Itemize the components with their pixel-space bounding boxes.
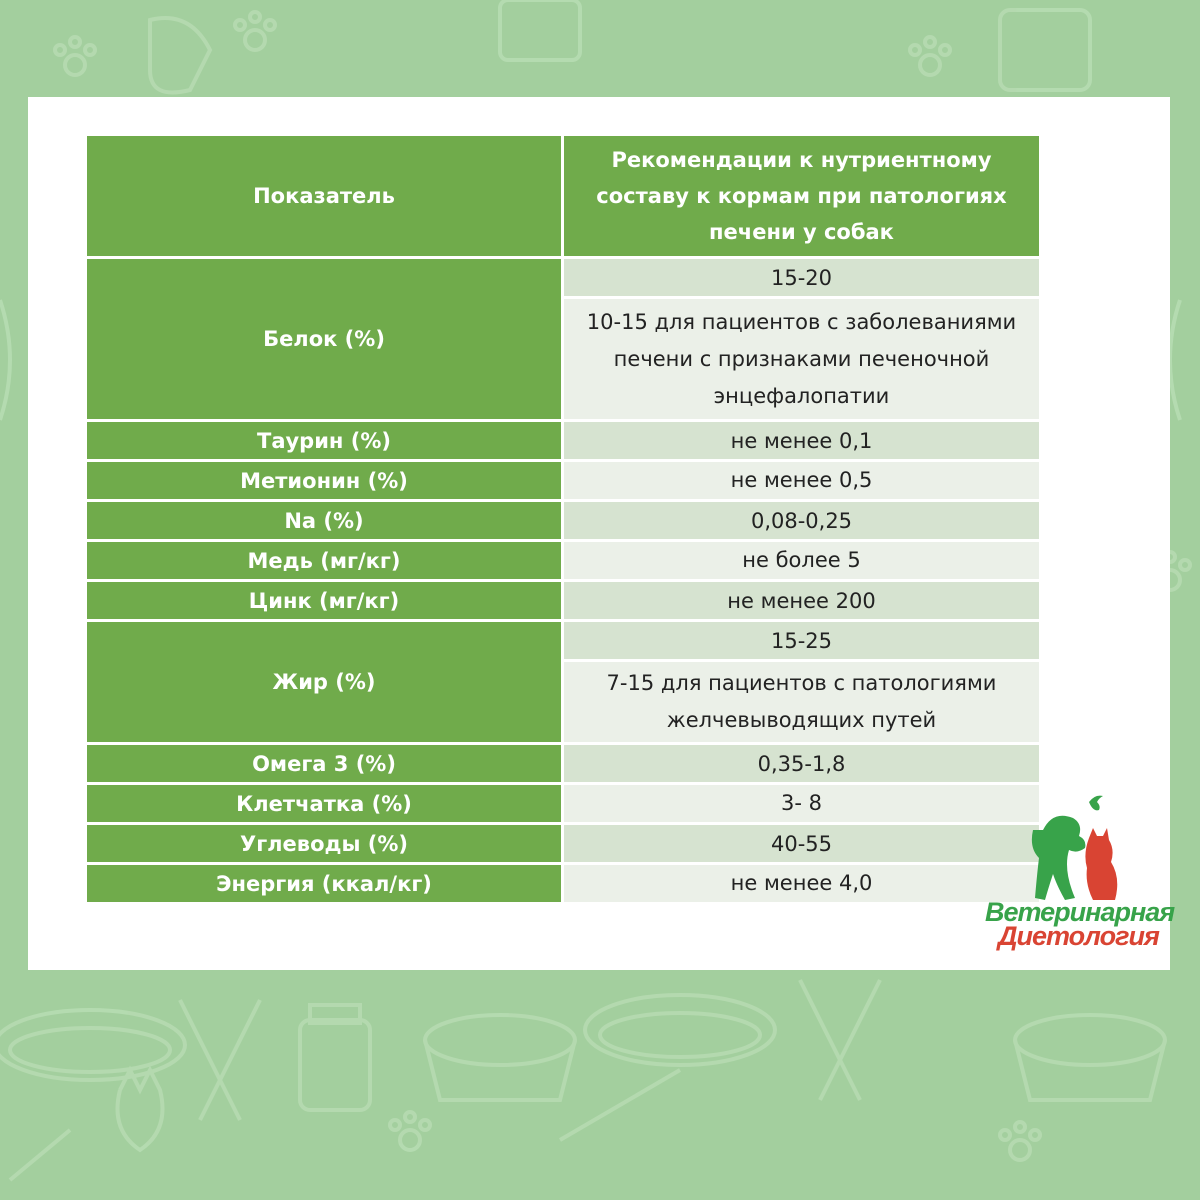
table-row [86, 541, 1041, 581]
logo-text-line2: Диетология [998, 921, 1159, 951]
bowl-icon [1015, 1015, 1165, 1100]
paw-icon [390, 1112, 430, 1150]
bone-icon [800, 980, 880, 1100]
table-row [86, 581, 1041, 621]
table-header-row [86, 135, 1041, 258]
row-value-fat-1: 15-25 [563, 621, 1041, 661]
row-value-fat-2: 7-15 для пациентов с патологиями желчевыводящих путей [563, 661, 1041, 744]
bone-icon [180, 1000, 260, 1120]
nutrient-table [84, 133, 1042, 905]
table-row [86, 501, 1041, 541]
row-value-carbs: 40-55 [563, 824, 1041, 864]
row-label-omega3: Омега 3 (%) [86, 744, 563, 784]
logo-text-line1: Ветеринарная [985, 897, 1175, 927]
row-label-sodium: Na (%) [86, 501, 563, 541]
row-value-omega3: 0,35-1,8 [563, 744, 1041, 784]
table-row [86, 744, 1041, 784]
table-row [86, 421, 1041, 461]
table-row [86, 258, 1041, 298]
row-value-methionine: не менее 0,5 [563, 461, 1041, 501]
table-row [86, 461, 1041, 501]
row-label-energy: Энергия (ккал/кг) [86, 864, 563, 904]
bird-icon [1089, 796, 1103, 811]
paw-icon [910, 37, 950, 75]
bowl-icon [425, 1015, 575, 1100]
row-value-fiber: 3- 8 [563, 784, 1041, 824]
row-label-carbs: Углеводы (%) [86, 824, 563, 864]
row-label-copper: Медь (мг/кг) [86, 541, 563, 581]
paw-icon [235, 12, 275, 50]
row-label-methionine: Метионин (%) [86, 461, 563, 501]
jar-icon [300, 1005, 370, 1110]
table-row [86, 784, 1041, 824]
bag-icon [500, 0, 1090, 90]
dog-icon [150, 18, 210, 93]
syringe-icon [10, 1070, 680, 1180]
cat-icon [118, 1070, 163, 1150]
table-row [86, 864, 1041, 904]
row-label-fiber: Клетчатка (%) [86, 784, 563, 824]
column-header-indicator: Показатель [86, 135, 563, 258]
paw-icon [55, 37, 95, 75]
column-header-recommendations: Рекомендации к нутриентному составу к кормам при патологиях печени у собак [563, 135, 1041, 258]
row-value-sodium: 0,08-0,25 [563, 501, 1041, 541]
paw-icon [1000, 1122, 1040, 1160]
row-value-protein-1: 15-20 [563, 258, 1041, 298]
collar-icon [0, 1010, 185, 1080]
row-value-energy: не менее 4,0 [563, 864, 1041, 904]
row-label-protein: Белок (%) [86, 258, 563, 421]
row-label-taurine: Таурин (%) [86, 421, 563, 461]
table-row [86, 621, 1041, 661]
collar-icon [585, 995, 775, 1065]
row-value-copper: не более 5 [563, 541, 1041, 581]
row-label-zinc: Цинк (мг/кг) [86, 581, 563, 621]
row-value-zinc: не менее 200 [563, 581, 1041, 621]
row-value-taurine: не менее 0,1 [563, 421, 1041, 461]
row-label-fat: Жир (%) [86, 621, 563, 744]
cat-icon [1085, 828, 1117, 900]
table-row [86, 824, 1041, 864]
row-value-protein-2: 10-15 для пациентов с заболеваниями печени с признаками печеночной энцефалопатии [563, 298, 1041, 421]
dog-icon [1032, 816, 1086, 900]
